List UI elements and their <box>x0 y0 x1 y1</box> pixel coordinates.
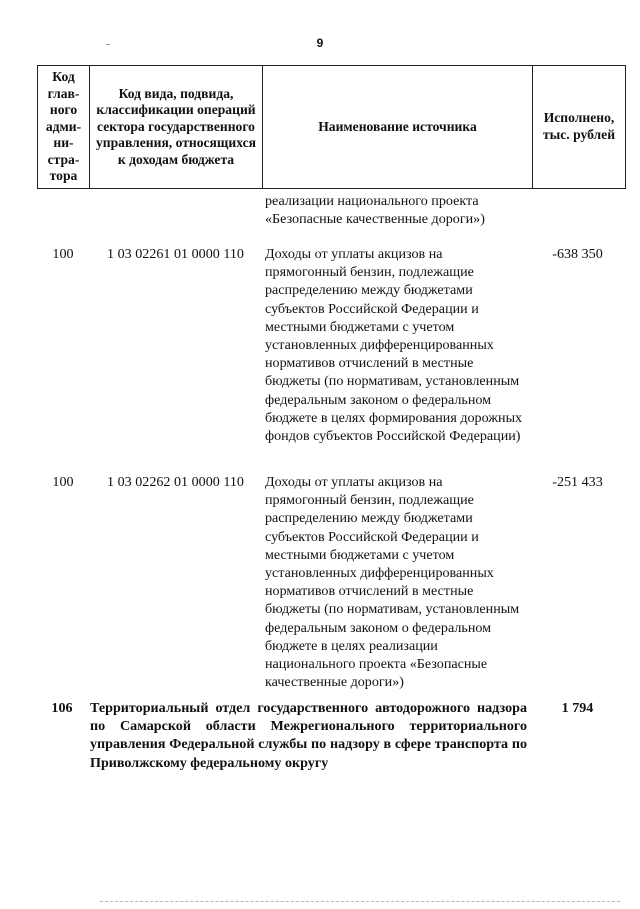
table-header <box>37 65 626 189</box>
header-executed: Исполнено, тыс. рублей <box>533 66 626 189</box>
row-amount: -638 350 <box>552 246 603 262</box>
row-admin-code: 100 <box>52 246 74 262</box>
row-kind-code: 1 03 02262 01 0000 110 <box>107 474 244 490</box>
header-source-name: Наименование источника <box>263 66 533 189</box>
row-admin-code: 106 <box>51 700 73 716</box>
header-admin-code: Код глав-ного адми-ни-стра-тора <box>38 66 90 189</box>
row-source-name: Территориальный отдел государственного автодорожного надзора по Самарской области Межрегионального территориального управления Федеральной службы по надзору в сфере транспорта по Приволжскому федеральному округу <box>90 700 527 771</box>
row-admin-code: 100 <box>52 474 74 490</box>
scan-artifact-line <box>100 901 620 902</box>
row-source-name: Доходы от уплаты акцизов на прямогонный бензин, подлежащие распределению между бюджетами субъектов Российской Федерации и местными бюджетами с учетом установленных дифференцированных нормативов отчислений в местные бюджеты (по нормативам, установленным федеральным законом о федеральном бюджете в целях формирования дорожных фондов субъектов Российской Федерации) <box>265 246 523 445</box>
row-amount: 1 794 <box>561 700 594 716</box>
row-source-name: реализации национального проекта «Безопасные качественные дороги») <box>265 193 485 228</box>
row-source-name: Доходы от уплаты акцизов на прямогонный бензин, подлежащие распределению между бюджетами субъектов Российской Федерации и местными бюджетами с учетом установленных дифференцированных нормативов отчислений в местные бюджеты (по нормативам, установленным федеральным законом о федеральном бюджете в целях реализации национального проекта «Безопасные качественные дороги») <box>265 474 520 691</box>
row-amount: -251 433 <box>552 474 603 490</box>
header-kind-code: Код вида, подвида, классификации операций сектора государственного управления, относящихся к доходам бюджета <box>90 66 263 189</box>
page-number: 9 <box>316 36 324 50</box>
row-kind-code: 1 03 02261 01 0000 110 <box>107 246 244 262</box>
